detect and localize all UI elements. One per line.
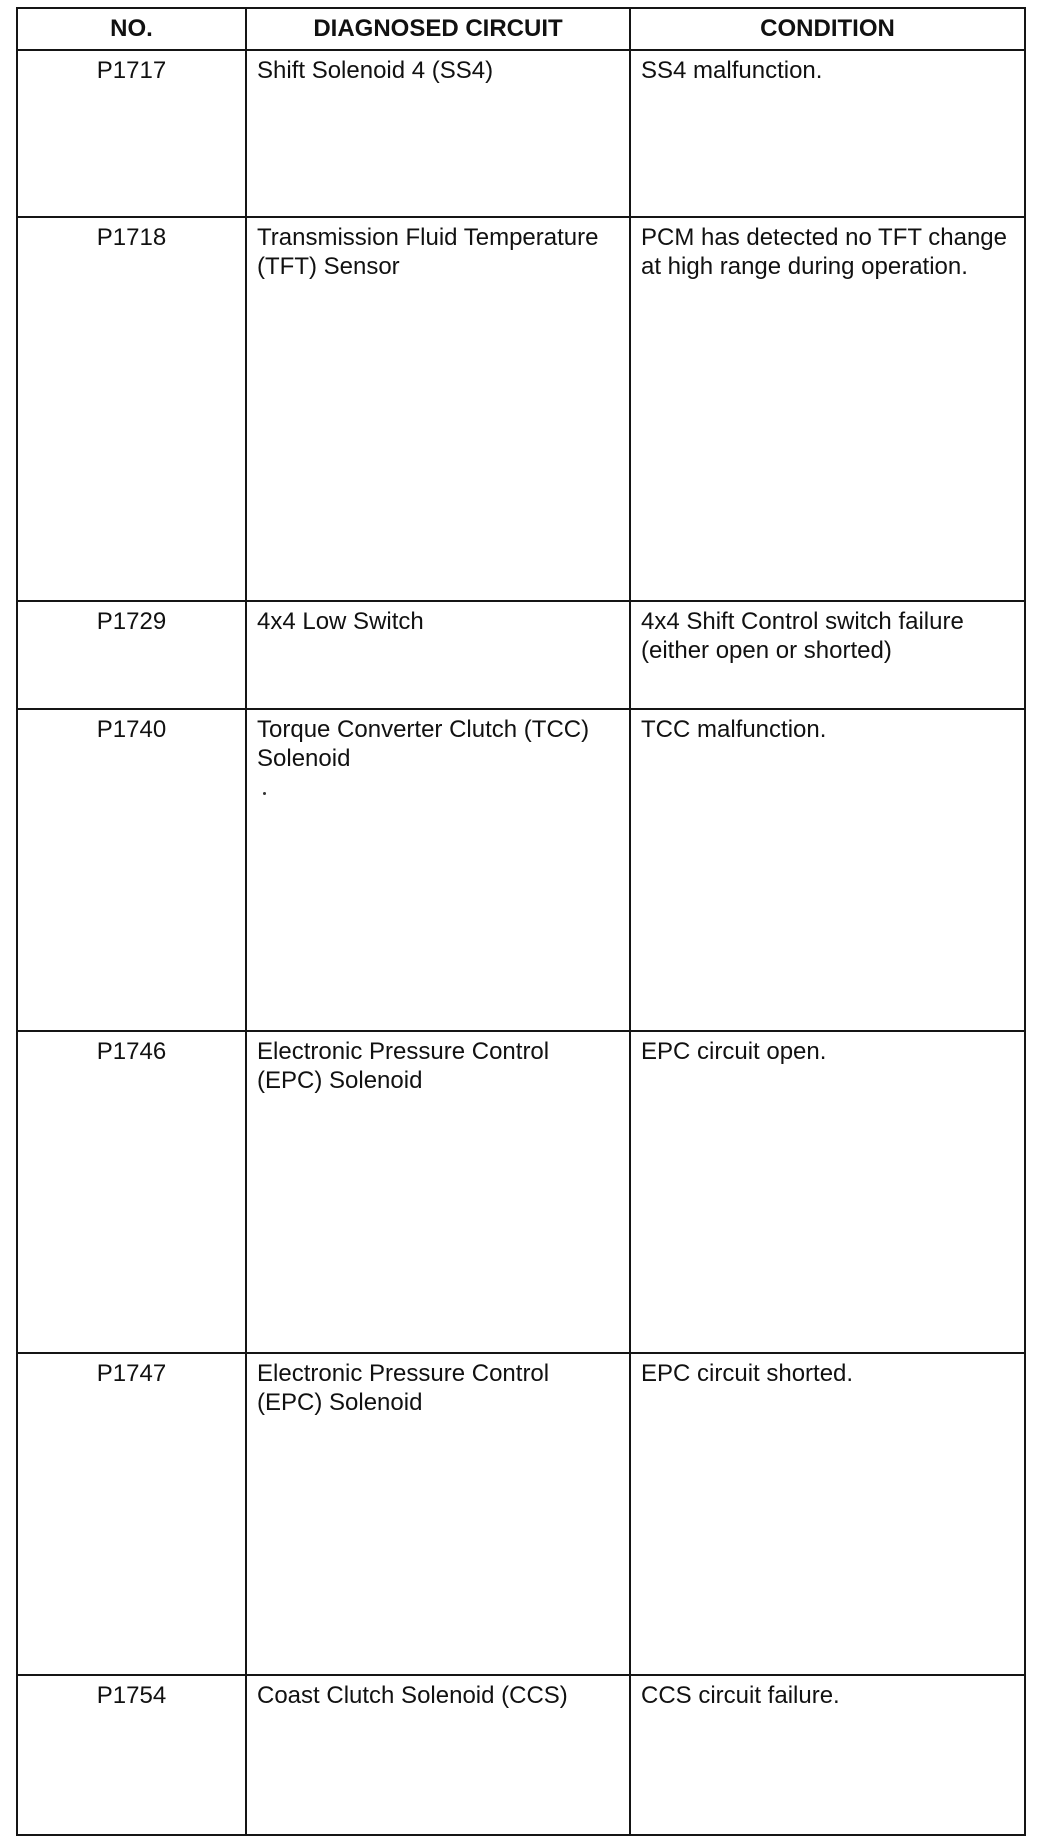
code-cell: P1747 [17,1353,246,1675]
table-row [17,1675,1025,1835]
circuit-cell: Electronic Pressure Control (EPC) Solenoid [246,1353,630,1675]
circuit-text: Torque Converter Clutch (TCC) Solenoid [257,716,590,772]
table-row [17,1031,1025,1353]
header-no: NO. [17,8,246,50]
code-cell: P1718 [17,217,246,601]
stray-dot [263,792,266,795]
condition-cell: 4x4 Shift Control switch failure (either open or shorted) [630,601,1025,709]
code-cell: P1717 [17,50,246,217]
table-row [17,1353,1025,1675]
condition-cell: CCS circuit failure. [630,1675,1025,1835]
circuit-cell: Coast Clutch Solenoid (CCS) [246,1675,630,1835]
diagnostic-code-table [16,7,1026,1836]
table-row [17,601,1025,709]
condition-cell: EPC circuit open. [630,1031,1025,1353]
code-cell: P1729 [17,601,246,709]
circuit-cell: Electronic Pressure Control (EPC) Solenoid [246,1031,630,1353]
table-row [17,217,1025,601]
circuit-cell: Shift Solenoid 4 (SS4) [246,50,630,217]
condition-cell: PCM has detected no TFT change at high range during operation. [630,217,1025,601]
circuit-cell: 4x4 Low Switch [246,601,630,709]
circuit-cell [246,709,630,1031]
circuit-cell: Transmission Fluid Temperature (TFT) Sensor [246,217,630,601]
code-cell: P1754 [17,1675,246,1835]
condition-cell: EPC circuit shorted. [630,1353,1025,1675]
condition-cell: TCC malfunction. [630,709,1025,1031]
condition-cell: SS4 malfunction. [630,50,1025,217]
table-header-row [17,8,1025,50]
table-row [17,50,1025,217]
header-diagnosed-circuit: DIAGNOSED CIRCUIT [246,8,630,50]
header-condition: CONDITION [630,8,1025,50]
code-cell: P1740 [17,709,246,1031]
table-row [17,709,1025,1031]
code-cell: P1746 [17,1031,246,1353]
